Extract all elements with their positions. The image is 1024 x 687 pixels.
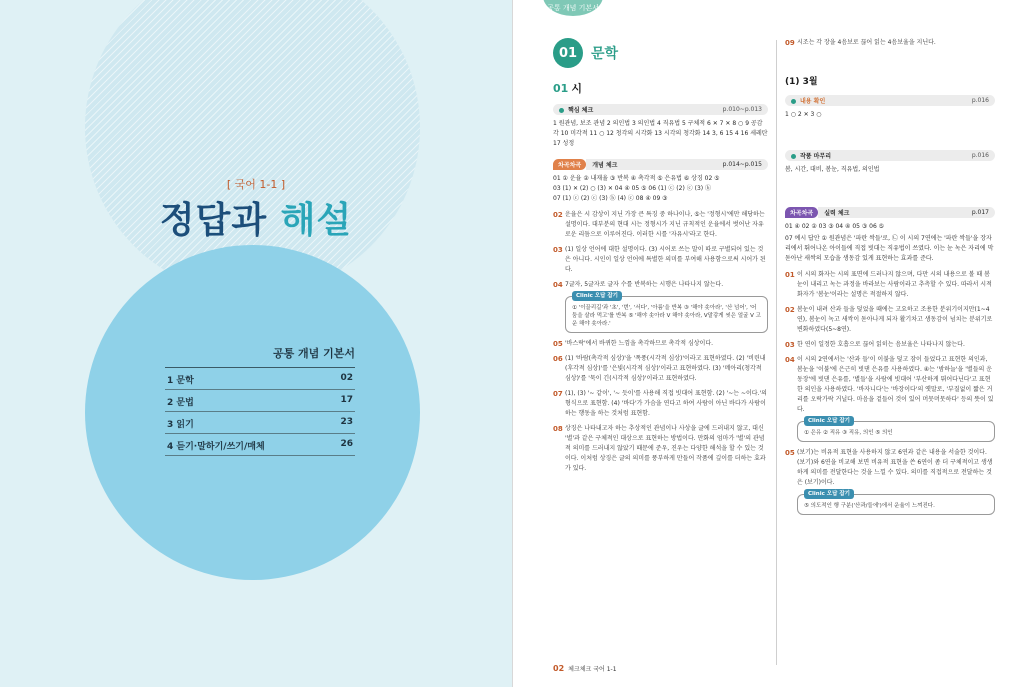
- explanation-item: [785, 38, 995, 48]
- explanation-item: [553, 354, 768, 384]
- skill-check-range: p.017: [971, 209, 989, 216]
- toc-item-page: 23: [340, 417, 353, 427]
- section-heading: [553, 80, 768, 96]
- self-answers: [553, 174, 768, 204]
- item-text: (보기)는 비유적 표현을 사용하지 않고 6연과 같은 내용을 서술한 것이다. (보기)와 6연을 비교해 보면 비유적 표현을 쓴 6연이 좀 더 구체적이고 생생하게 의미를 전달한다는 것을 느낄 수 있다. 의미를 직접적으로 전달하는 것은 (보기)이다.: [797, 449, 993, 486]
- clinic-tag: [804, 489, 854, 499]
- core-check-bar: [553, 104, 768, 115]
- clinic-box: [565, 293, 768, 333]
- page-tab: 공통 개념 기본서: [543, 0, 603, 16]
- explanation-item: [553, 210, 768, 240]
- clinic-text: ① '이끌리길'과 '초', '번', '서다', '아름'을 반복 ③ '해야 솟아라', '산 넘어', '어둠을 살라 먹고'를 반복 ⑤ '해야 솟아라 V 해야 솟아라, V말갛게 씻은 얼굴 V 고운 해야 솟아라.': [572, 305, 761, 327]
- cover-title: [0, 192, 512, 243]
- item-number: 07: [553, 390, 563, 398]
- right-column: [785, 38, 995, 521]
- self-check-tag: 차곡차곡: [553, 159, 586, 170]
- summary-range: p.016: [971, 152, 989, 159]
- item-text: (1), (3) '~ 같이', '~ 듯이'를 사용해 직접 빗대어 표현함. (2) '~는 ~이다.'의 형식으로 표현함. (4) '바다'가 가슴을 연다고 하여 사람이 아닌 바다가 사람이 하는 행동을 하는 것처럼 표현함.: [565, 390, 767, 417]
- poem-title: (1) 3월: [785, 77, 818, 87]
- item-text: 이 시의 2연에서는 '산과 들'이 이불을 덮고 잠이 들었다고 표현한 의인과, 봄눈을 '이불'에 은근히 빗댄 은유를 사용하였다. ④는 '밤하늘'을 '별들의 운동장'에 빗댄 은유를, '별들'을 사람에 빗대어 '부산하게 뛰어다닌다'고 표현한 의인을 사용하였다. '바자니다'는 '바장이다'의 옛말로, '부질없이 짧은 거리를 오락가락 거닐다. 마음을 겉들어 것이 있어 머뭇머뭇하다' 등의 뜻이 있다.: [797, 356, 994, 413]
- item-text: 시조는 각 장을 4음보로 끊어 읽는 4음보율을 지닌다.: [797, 39, 936, 46]
- self-answers-line: 07 (1) ⓒ (2) ⓒ (3) ⓑ (4) ⓒ 08 ④ 09 ③: [553, 195, 668, 202]
- item-number: 03: [785, 341, 795, 349]
- toc-item[interactable]: [165, 390, 355, 412]
- clinic-text: ⑤ 의도적인 행 구분('산과/들에')에서 운율이 느껴진다.: [804, 503, 935, 509]
- explanation-item: [553, 424, 768, 474]
- toc-item[interactable]: [165, 412, 355, 434]
- toc-item-page: 26: [340, 439, 353, 449]
- self-answers-line: 01 ① 운율 ② 내재율 ③ 반복 ④ 촉각적 ⑤ 은유법 ⑥ 상징 02 ⑤: [553, 175, 720, 182]
- item-text: 봄눈이 내려 산과 들을 덮었을 때에는 고요하고 조용한 분위기이지만(1~4연), 봄눈이 녹고 새싹이 돋아나게 되자 활기차고 생동감이 넘치는 분위기로 변화하였다(5~8연).: [797, 306, 993, 333]
- column-divider: [776, 40, 777, 665]
- item-text: 상징은 나타내고자 하는 추상적인 관념이나 사상을 글에 드러내지 않고, 대신 '별'과 같은 구체적인 대상으로 표현하는 방법이다. 만화의 엄마가 '별'의 관념적 의미를 드러내지 않았기 때문에 준우, 진우는 다양한 해석을 할 수 있는 것이다. 이처럼 상징은 글의 의미를 풍부하게 만들어 작품에 깊이를 더하는 효과가 있다.: [565, 425, 766, 472]
- toc-item-page: 02: [340, 373, 353, 383]
- cover-subtitle: [ 국어 1-1 ]: [226, 178, 286, 191]
- summary-bar: [785, 150, 995, 161]
- item-number: 04: [553, 281, 563, 289]
- explanation-item: [553, 280, 768, 290]
- clinic-tag-label: Clinic: [808, 418, 825, 424]
- toc-heading: 공통 개념 기본서: [165, 345, 355, 368]
- unit-heading: [553, 38, 768, 68]
- bullet-icon: [791, 99, 796, 104]
- self-answers-line: 03 (1) ✕ (2) ○ (3) ✕ 04 ④ 05 ⑤ 06 (1) ⓒ (2) ⓒ (3) ⓑ: [553, 185, 712, 192]
- item-text: 이 시의 화자는 시의 표면에 드러나지 않으며, 다만 시의 내용으로 볼 때 봄눈이 내리고 녹는 과정을 바라보는 사람이라고 추측할 수 있다. 따라서 시적 화자가 '봄눈'이라는 설명은 적절하지 않다.: [797, 271, 992, 298]
- clinic-box: [797, 418, 995, 442]
- explanation-item: [553, 245, 768, 275]
- toc-item-label: 2 문법: [167, 398, 194, 408]
- item-text: '바스락'에서 바퀴한 느낌을 촉각하므로 촉각적 심상이다.: [565, 340, 714, 347]
- page-number: 02: [553, 664, 565, 673]
- skill-answer-07: 07 예시 답안 ① 원관념은 '파란 싹들'로, ㉡ 이 시의 7연에는 '파란 싹들'을 장자리에서 뛰어나온 아이들에 직접 빗대는 직유법이 쓰였다. 이는 눈 녹은 자리에 막 돋아난 새싹의 모습을 생동감 있게 표현하는 효과를 준다.: [785, 235, 994, 262]
- core-answers: 1 원관념, 보조 관념 2 의인법 3 의인법 4 직유법 5 구체적 6 ✕ 7 ✕ 8 ○ 9 공감각 10 미각적 11 ○ 12 청각의 시각화 13 시각의 청각화 14 3, 6 15 4 16 세레탄 17 성정: [553, 120, 768, 147]
- clinic-tag-label: Clinic: [576, 293, 593, 299]
- explanation-item: [785, 340, 995, 350]
- self-check-bar: [553, 159, 768, 170]
- skill-check-tag: 차곡차곡: [785, 207, 818, 218]
- core-check-range: p.010~p.013: [722, 106, 762, 113]
- item-text: 7글자, 5글자로 글자 수를 반복하는 시행은 나타나지 않는다.: [565, 281, 724, 288]
- toc-item-label: 1 문학: [167, 376, 194, 386]
- toc-item[interactable]: [165, 434, 355, 456]
- answer-page: [512, 0, 1024, 687]
- self-check-label: 개념 체크: [592, 162, 618, 169]
- bullet-icon: [791, 154, 796, 159]
- clinic-box: [797, 491, 995, 515]
- item-number: 05: [553, 340, 563, 348]
- page-footer: [553, 664, 617, 673]
- clinic-text: ① 은유 ② 직유 ③ 직유, 의인 ⑤ 의인: [804, 430, 893, 436]
- section-title: 시: [571, 82, 582, 95]
- item-number: 03: [553, 246, 563, 254]
- clinic-tag-label: Clinic: [808, 491, 825, 497]
- unit-title: 문학: [591, 46, 619, 62]
- item-number: 06: [553, 355, 563, 363]
- core-check-label: 핵심 체크: [568, 107, 594, 114]
- item-text: 한 연이 일정한 호흡으로 끊어 읽히는 음보율은 나타나지 않는다.: [797, 341, 965, 348]
- clinic-tag-sub: 오답 잡기: [826, 491, 850, 497]
- self-check-range: p.014~p.015: [722, 161, 762, 168]
- toc-item-label: 3 읽기: [167, 420, 194, 430]
- unit-number: 01: [553, 38, 583, 68]
- section-number: 01: [553, 82, 569, 95]
- explanation-item: [553, 389, 768, 419]
- content-check-label: 내용 확인: [800, 98, 826, 105]
- skill-check-bar: [785, 207, 995, 218]
- explanation-item: [785, 355, 995, 415]
- clinic-tag: [804, 416, 854, 426]
- explanation-item: [553, 339, 768, 349]
- item-number: 04: [785, 356, 795, 364]
- item-number: 02: [785, 306, 795, 314]
- toc-item[interactable]: [165, 368, 355, 390]
- explanation-item: [785, 448, 995, 488]
- content-answers: 1 ○ 2 ✕ 3 ○: [785, 111, 822, 118]
- summary-label: 작품 마무리: [800, 153, 832, 160]
- cover-title-b: 해설: [280, 200, 353, 241]
- content-check-range: p.016: [971, 97, 989, 104]
- item-text: (1) 일상 언어에 대한 설명이다. (3) 시어로 쓰는 말이 따로 구별되어 있는 것은 아니다. 시인이 일상 언어에 특별한 의미를 부여해 사용함으로써 시어가 된다.: [565, 246, 766, 273]
- skill-check-label: 실력 체크: [824, 210, 850, 217]
- clinic-tag-sub: 오답 잡기: [826, 418, 850, 424]
- clinic-tag-sub: 오답 잡기: [594, 293, 618, 299]
- bullet-icon: [559, 108, 564, 113]
- item-text: 운율은 시 감상이 지닌 가장 큰 특징 중 하나이나, ⑤는 '정형시'에만 해당하는 설명이다. 대부분의 현대 시는 정형시가 지닌 규칙적인 운율에서 벗어난 자유로운 리듬으로 이루어진다. 이러한 시를 '자유시'라고 한다.: [565, 211, 765, 238]
- cover-title-a: 정답과: [159, 200, 268, 241]
- item-number: 09: [785, 39, 795, 47]
- item-text: (1) '바람(촉각적 심상)'을 '폭풍(시각적 심상)'이라고 표현하였다. (2) '비린내(후각적 심상)'를 '은빛(시각적 심상)'이라고 표현하였다. (3) '메아리(청각적 심상)'를 '묵이 긴(시각적 심상)'이라고 표현하였다.: [565, 355, 766, 382]
- footer-text: 체크체크 국어 1-1: [568, 666, 617, 673]
- explanation-item: [785, 305, 995, 335]
- item-number: 08: [553, 425, 563, 433]
- clinic-tag: [572, 291, 622, 301]
- item-number: 01: [785, 271, 795, 279]
- left-column: [553, 38, 768, 479]
- toc-item-label: 4 듣기·말하기/쓰기/매체: [167, 442, 265, 452]
- toc-item-page: 17: [340, 395, 353, 405]
- skill-answers: 01 ④ 02 ② 03 ③ 04 ④ 05 ③ 06 ⑤: [785, 223, 885, 230]
- explanation-item: [785, 270, 995, 300]
- summary-text: 봄, 시간, 대비, 봄눈, 직유법, 의인법: [785, 166, 880, 173]
- content-check-bar: [785, 95, 995, 106]
- item-number: 05: [785, 449, 795, 457]
- table-of-contents: [165, 345, 355, 456]
- item-number: 02: [553, 211, 563, 219]
